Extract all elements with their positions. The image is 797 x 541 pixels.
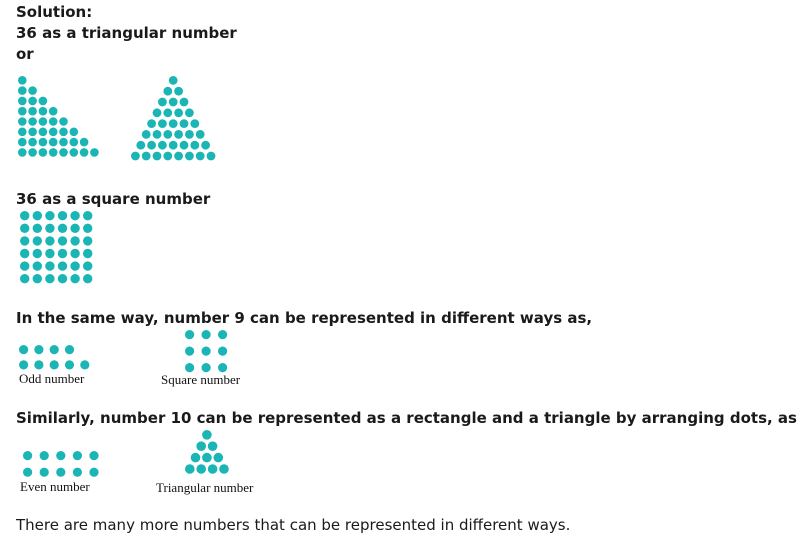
dot [158,119,167,128]
dot [202,430,212,440]
dot [191,453,201,463]
dot [158,98,167,107]
dot [39,148,48,157]
dot [180,119,189,128]
dot [185,152,194,161]
dot [40,451,49,460]
dot [83,274,92,283]
dot [33,261,42,270]
dot [20,274,29,283]
dot [131,152,140,161]
dot [39,138,48,147]
dot [70,211,79,220]
dot [39,117,48,126]
dot [18,86,27,95]
dot [190,141,199,150]
dot [163,152,172,161]
dot [49,128,58,137]
dot [45,274,54,283]
dot [185,330,194,339]
dot [59,138,68,147]
dot [196,441,206,451]
dot [40,468,49,477]
dot [20,236,29,245]
dot [33,211,42,220]
dot [70,249,79,258]
dot [45,236,54,245]
dot [218,347,227,356]
dot [19,345,28,354]
dot [219,464,229,474]
dot [185,108,194,117]
dot [58,224,67,233]
dot [169,76,178,85]
square-36-figure [20,211,92,283]
odd-number-9-figure [19,345,89,370]
even-number-caption: Even number [20,479,90,494]
dot [202,330,211,339]
dot [218,363,227,372]
dot [49,107,58,116]
dot [73,451,82,460]
dot [153,108,162,117]
dot [136,141,145,150]
dot [45,249,54,258]
dot [169,119,178,128]
dot [28,97,37,106]
dot [39,107,48,116]
dot [202,453,212,463]
dot [28,117,37,126]
dot [208,464,218,474]
dot [59,128,68,137]
dot [180,98,189,107]
dot [90,148,99,157]
dot [185,464,195,474]
dot [70,224,79,233]
dot [83,261,92,270]
dot [58,261,67,270]
dot [34,360,43,369]
dot [185,130,194,139]
dot [83,249,92,258]
triangular-heading: 36 as a triangular number [16,24,237,42]
dot [185,363,194,372]
dot [185,347,194,356]
dot [45,211,54,220]
dot [33,249,42,258]
dot [147,141,156,150]
dot [142,152,151,161]
dot [196,130,205,139]
dot [70,236,79,245]
dot [18,117,27,126]
dot [19,360,28,369]
dot [18,128,27,137]
dot [70,128,79,137]
dot [20,224,29,233]
dot [83,224,92,233]
dot [58,211,67,220]
square-number-9-figure [185,330,227,372]
dot [20,249,29,258]
dot [34,345,43,354]
square-heading: 36 as a square number [16,190,211,208]
dot [202,347,211,356]
dot [28,107,37,116]
dot [23,451,32,460]
dot [59,117,68,126]
dot [65,360,74,369]
dot [163,87,172,96]
dot [58,236,67,245]
dot [70,274,79,283]
dot [28,138,37,147]
dot [190,119,199,128]
dot [56,451,65,460]
dot [18,107,27,116]
dot [70,261,79,270]
dot [58,249,67,258]
dot [28,148,37,157]
dot [174,87,183,96]
dot [89,451,98,460]
dot [73,468,82,477]
dot [39,128,48,137]
dot [59,148,68,157]
dot [196,464,206,474]
dot [23,468,32,477]
dot [50,360,59,369]
dot [18,148,27,157]
dot [80,360,89,369]
dot [50,345,59,354]
dot [49,148,58,157]
dot [20,211,29,220]
dot [80,148,89,157]
dot [218,330,227,339]
dot [169,141,178,150]
dot [33,236,42,245]
triangular-number-10-figure [185,430,229,474]
dot [89,468,98,477]
dot [58,274,67,283]
dot [207,152,216,161]
dot [45,224,54,233]
dot [180,141,189,150]
odd-number-caption: Odd number [19,371,85,386]
dot [174,108,183,117]
ten-heading: Similarly, number 10 can be represented as a rectangle and a triangle by arranging dots, as [16,409,797,427]
dot [18,76,27,85]
dot [169,98,178,107]
dot [196,152,205,161]
or-label: or [16,45,34,63]
dot [83,211,92,220]
dot [28,128,37,137]
dot [33,274,42,283]
dot [70,148,79,157]
even-number-10-figure [23,451,99,477]
dot [201,141,210,150]
dot [80,138,89,147]
triangular-number-caption: Triangular number [156,480,254,495]
dot [83,236,92,245]
staircase-triangle-36-figure [18,76,99,157]
dot [163,108,172,117]
dot [174,130,183,139]
dot [56,468,65,477]
dot [39,97,48,106]
dot [65,345,74,354]
dot [174,152,183,161]
square-number-caption: Square number [161,372,241,387]
dot [153,152,162,161]
dot [208,441,218,451]
dot [70,138,79,147]
dot [18,138,27,147]
dot [33,224,42,233]
dot [142,130,151,139]
dot [49,138,58,147]
equilateral-triangle-36-figure [131,76,215,160]
dot [18,97,27,106]
dot [20,261,29,270]
dot [153,130,162,139]
dot [163,130,172,139]
nine-heading: In the same way, number 9 can be represented in different ways as, [16,309,593,327]
dot [214,453,224,463]
dot [45,261,54,270]
dot [147,119,156,128]
dot [202,363,211,372]
dot [49,117,58,126]
closing-text: There are many more numbers that can be represented in different ways. [16,516,571,534]
solution-label: Solution: [16,3,93,21]
dot [28,86,37,95]
dot [158,141,167,150]
